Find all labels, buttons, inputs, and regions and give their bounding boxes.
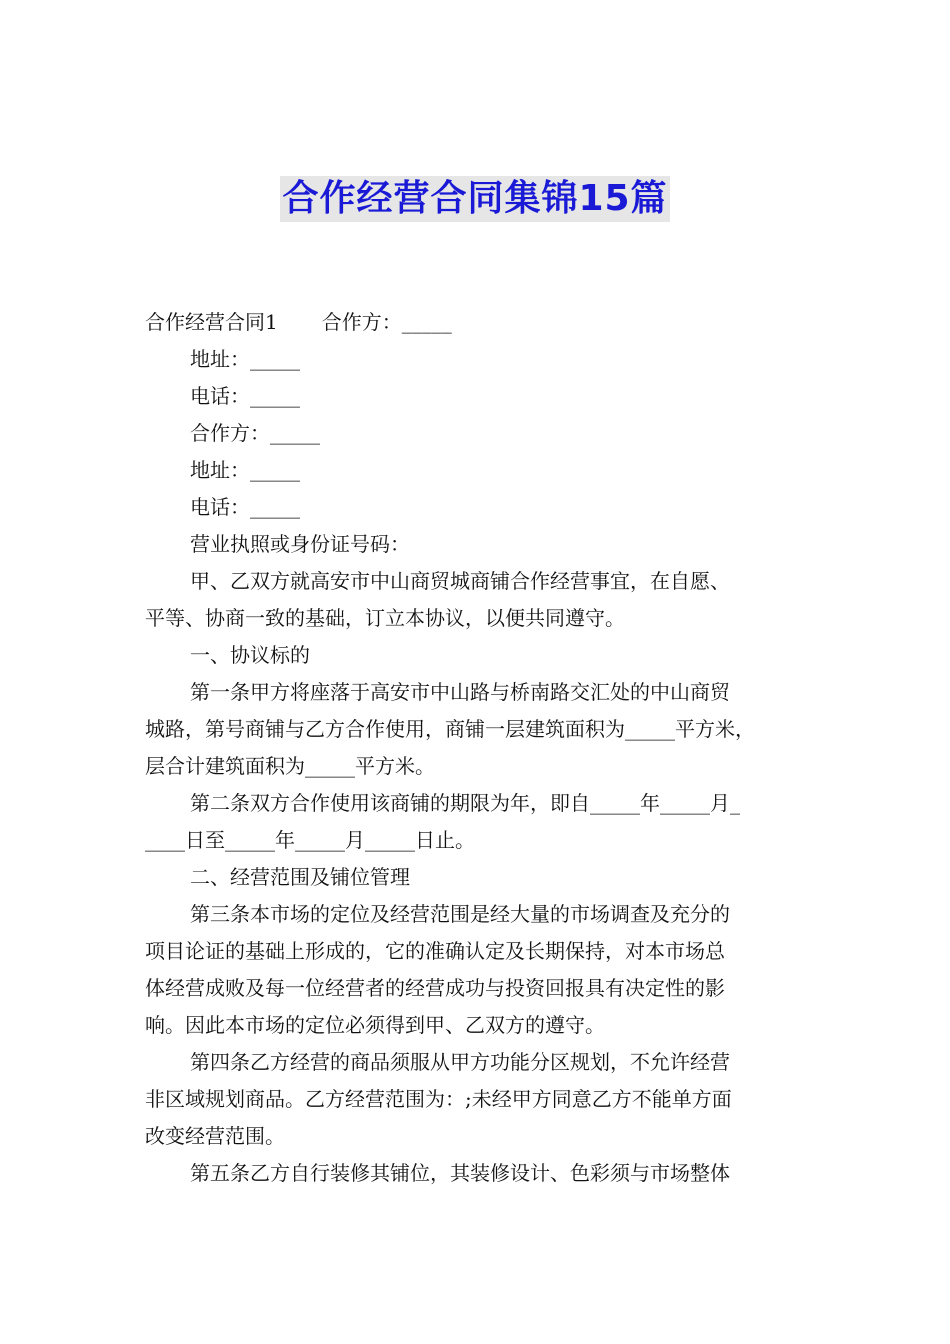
party-a-phone: 电话：_____ [190,384,300,408]
paragraph-line: 第三条本市场的定位及经营范围是经大量的市场调查及充分的 [190,902,730,926]
paragraph-line: 层合计建筑面积为_____平方米。 [145,754,435,778]
paragraph-line: 响。因此本市场的定位必须得到甲、乙双方的遵守。 [145,1013,605,1037]
paragraph-line: 平等、协商一致的基础，订立本协议，以便共同遵守。 [145,606,625,630]
paragraph-line: 第二条双方合作使用该商铺的期限为年，即自_____年_____月_ [190,791,740,815]
paragraph-line: 城路，第号商铺与乙方合作使用，商铺一层建筑面积为_____平方米， [145,717,755,741]
paragraph-line: 体经营成败及每一位经营者的经营成功与投资回报具有决定性的影 [145,976,725,1000]
contract-heading-line [145,304,810,341]
paragraph-line: 甲、乙双方就高安市中山商贸城商铺合作经营事宜，在自愿、 [190,569,730,593]
party-b-phone: 电话：_____ [190,495,300,519]
document-body [145,304,810,1192]
party-a-address: 地址：_____ [190,347,300,371]
paragraph-line: 第五条乙方自行装修其铺位，其装修设计、色彩须与市场整体 [190,1161,730,1185]
contract-heading: 合作经营合同1 [145,310,278,334]
party-a-label: 合作方：_____ [321,310,452,334]
section-heading: 一、协议标的 [190,643,310,667]
document-title: 合作经营合同集锦15篇 [280,176,669,222]
paragraph-line: 第一条甲方将座落于高安市中山路与桥南路交汇处的中山商贸 [190,680,730,704]
paragraph-line: ____日至_____年_____月_____日止。 [145,828,475,852]
party-b-label: 合作方：_____ [190,421,320,445]
paragraph-line: 改变经营范围。 [145,1124,285,1148]
paragraph-line: 第四条乙方经营的商品须服从甲方功能分区规划，不允许经营 [190,1050,730,1074]
party-b-address: 地址：_____ [190,458,300,482]
license-id-line: 营业执照或身份证号码： [190,532,410,556]
paragraph-line: 非区域规划商品。乙方经营范围为：;未经甲方同意乙方不能单方面 [145,1087,732,1111]
paragraph-line: 项目论证的基础上形成的，它的准确认定及长期保持，对本市场总 [145,939,725,963]
section-heading: 二、经营范围及铺位管理 [190,865,410,889]
title-container [0,176,950,222]
